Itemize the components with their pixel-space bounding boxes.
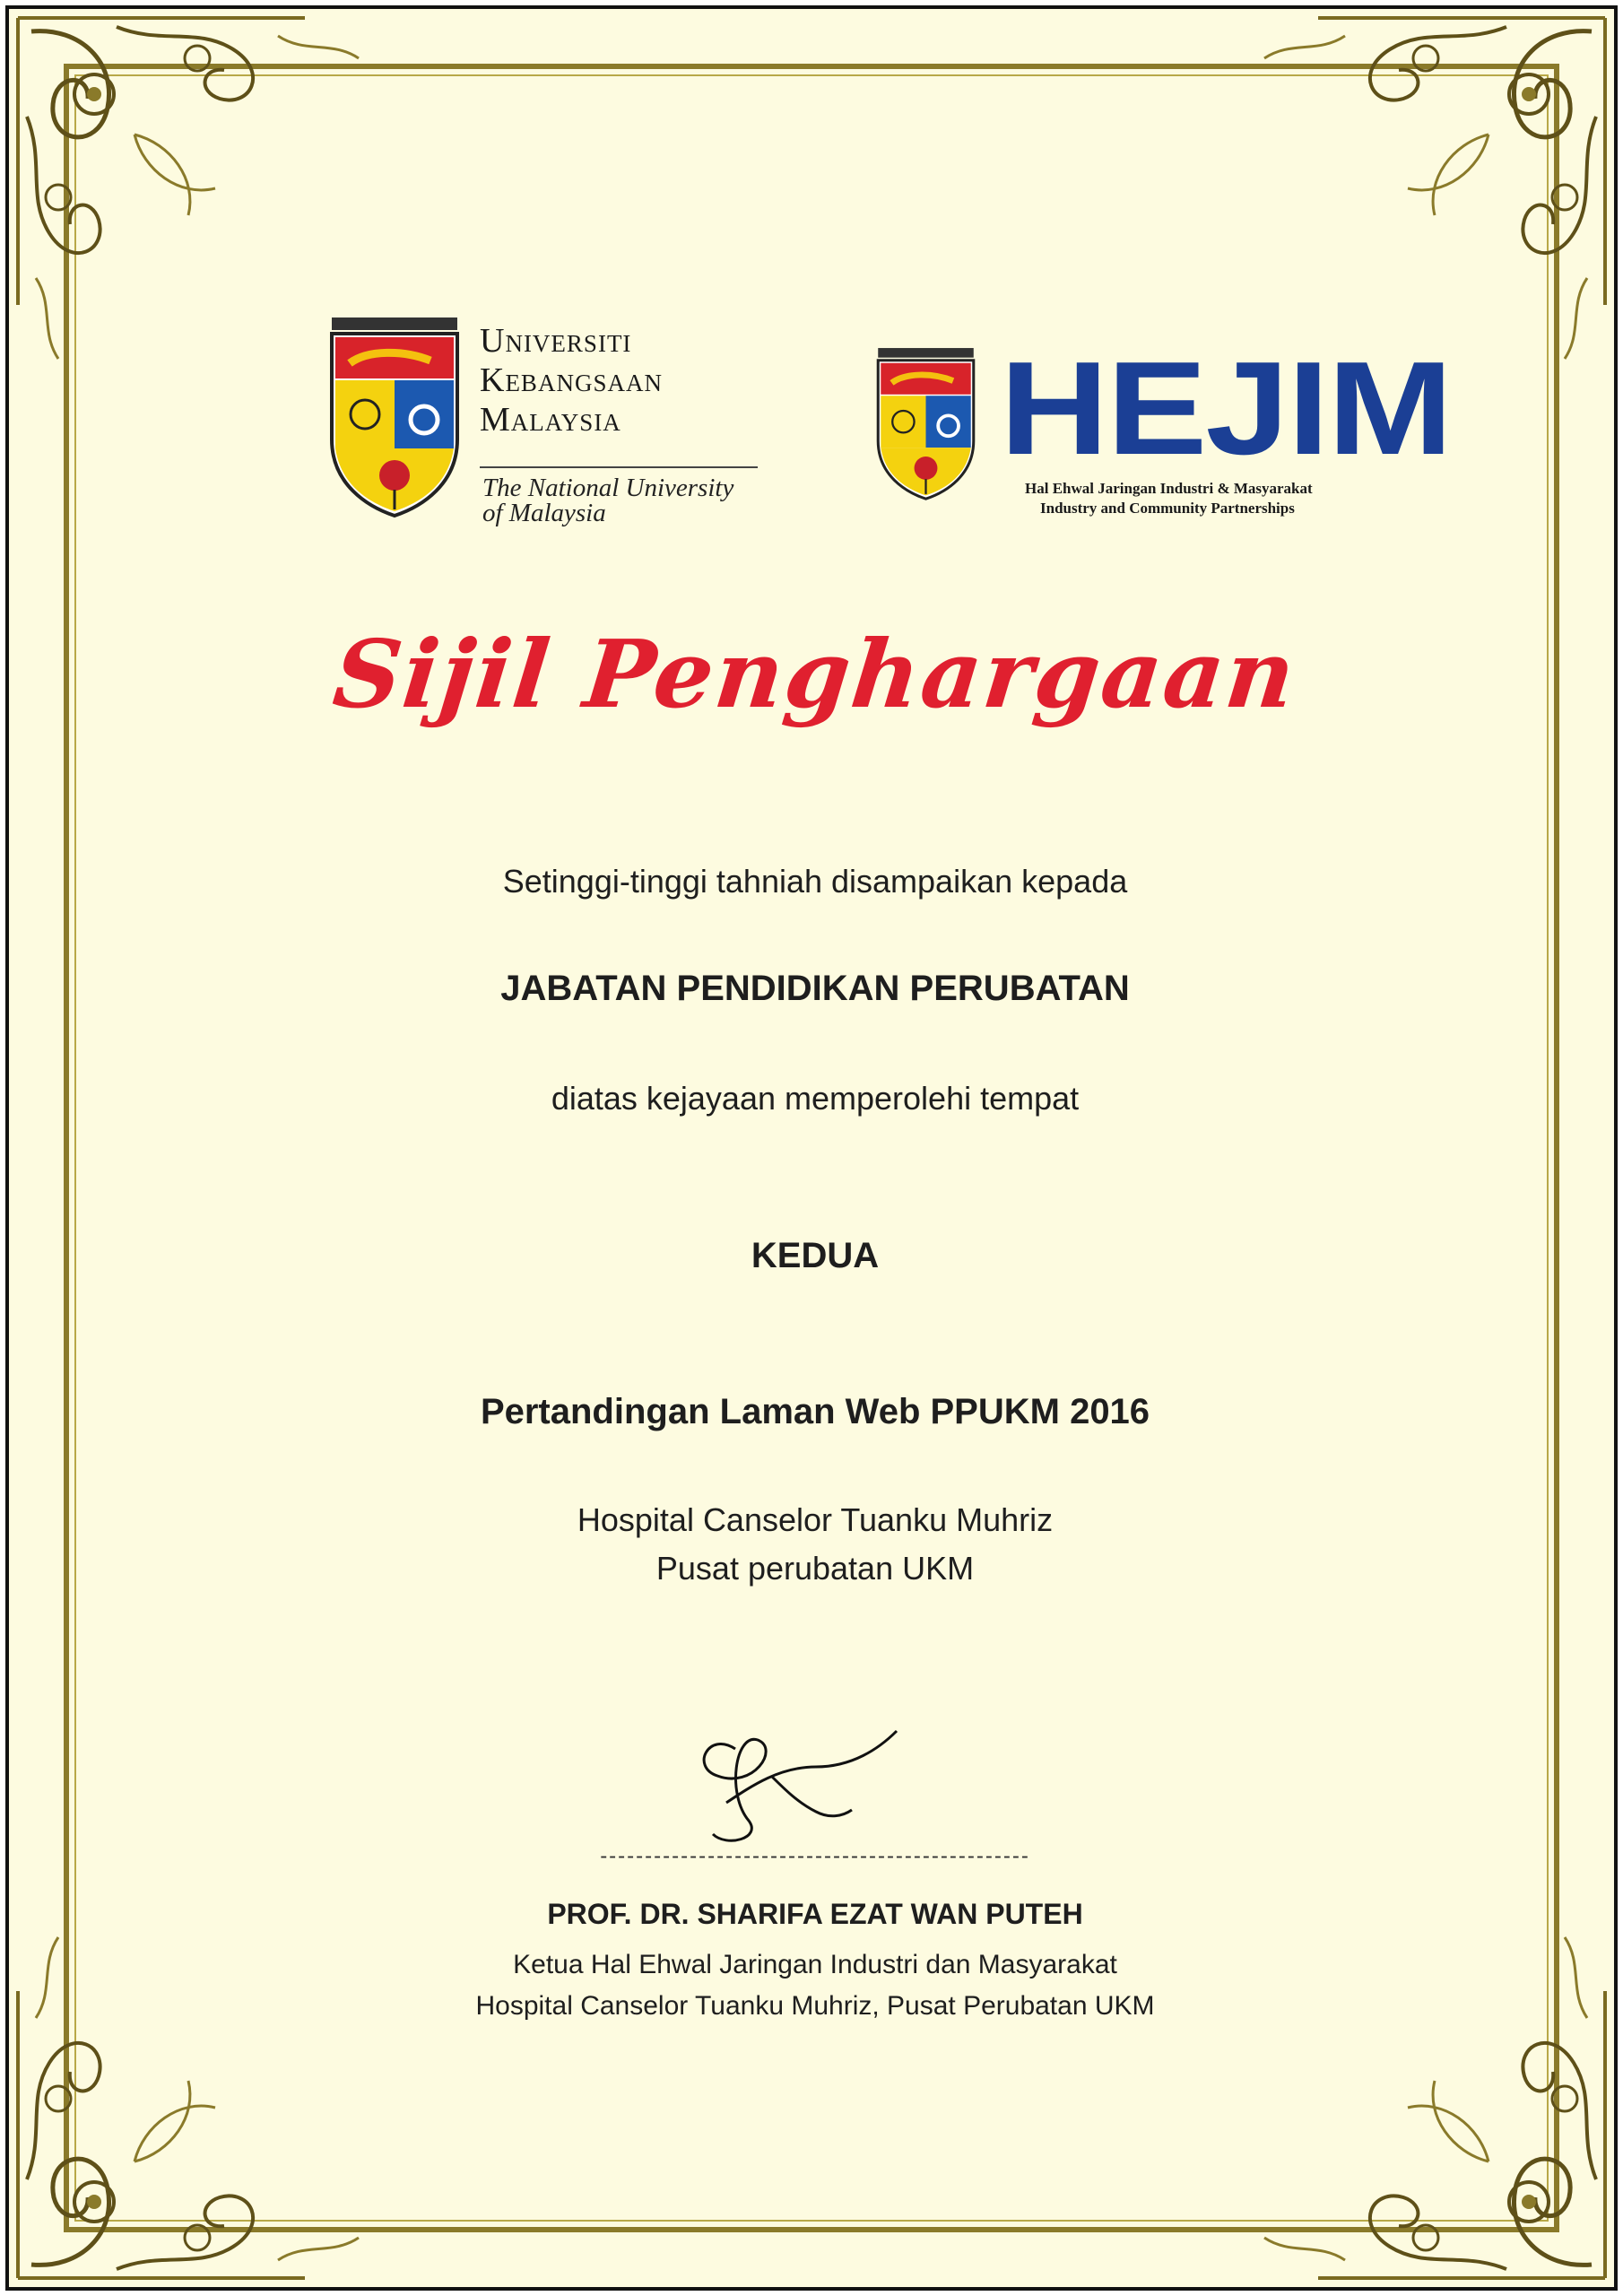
certificate — [5, 5, 1618, 2291]
ukm-name-line2: Kebangsaan — [480, 361, 663, 399]
signatory-name: PROF. DR. SHARIFA EZAT WAN PUTEH — [547, 1898, 1083, 1930]
hejim-subtitle2: Industry and Community Partnerships — [1040, 500, 1295, 517]
place-award: KEDUA — [751, 1236, 880, 1275]
ukm-crest-icon — [323, 314, 466, 520]
signatory-role-line1: Ketua Hal Ehwal Jaringan Industri dan Masyarakat — [513, 1950, 1117, 1979]
venue-line1: Hospital Canselor Tuanku Muhriz — [577, 1501, 1054, 1538]
signature-line: ------------------------------------------------ — [600, 1844, 1030, 1868]
hejim-subtitle1: Hal Ehwal Jaringan Industri & Masyarakat — [1025, 480, 1313, 497]
signatory-role-line2: Hospital Canselor Tuanku Muhriz, Pusat Perubatan UKM — [475, 1991, 1155, 2021]
ukm-name-line1: Universiti — [480, 322, 632, 360]
achievement-text: diatas kejayaan memperolehi tempat — [551, 1080, 1080, 1117]
hejim-wordmark: HEJIM — [1000, 334, 1452, 483]
certificate-title: Sijil Penghargaan — [328, 619, 1302, 729]
ukm-tagline2: of Malaysia — [482, 499, 606, 527]
ukm-name-line3: Malaysia — [480, 401, 621, 439]
intro-text: Setinggi-tinggi tahniah disampaikan kepada — [502, 863, 1128, 900]
hejim-logo — [865, 334, 1452, 525]
ukm-tagline1: The National University — [482, 474, 734, 502]
ukm-logo — [323, 314, 771, 529]
signature-icon — [673, 1713, 906, 1857]
venue-line2: Pusat perubatan UKM — [655, 1550, 975, 1587]
hejim-crest-icon — [865, 345, 986, 502]
recipient-name: JABATAN PENDIDIKAN PERUBATAN — [500, 969, 1130, 1008]
competition-name: Pertandingan Laman Web PPUKM 2016 — [480, 1392, 1150, 1431]
ukm-rule — [480, 466, 758, 468]
